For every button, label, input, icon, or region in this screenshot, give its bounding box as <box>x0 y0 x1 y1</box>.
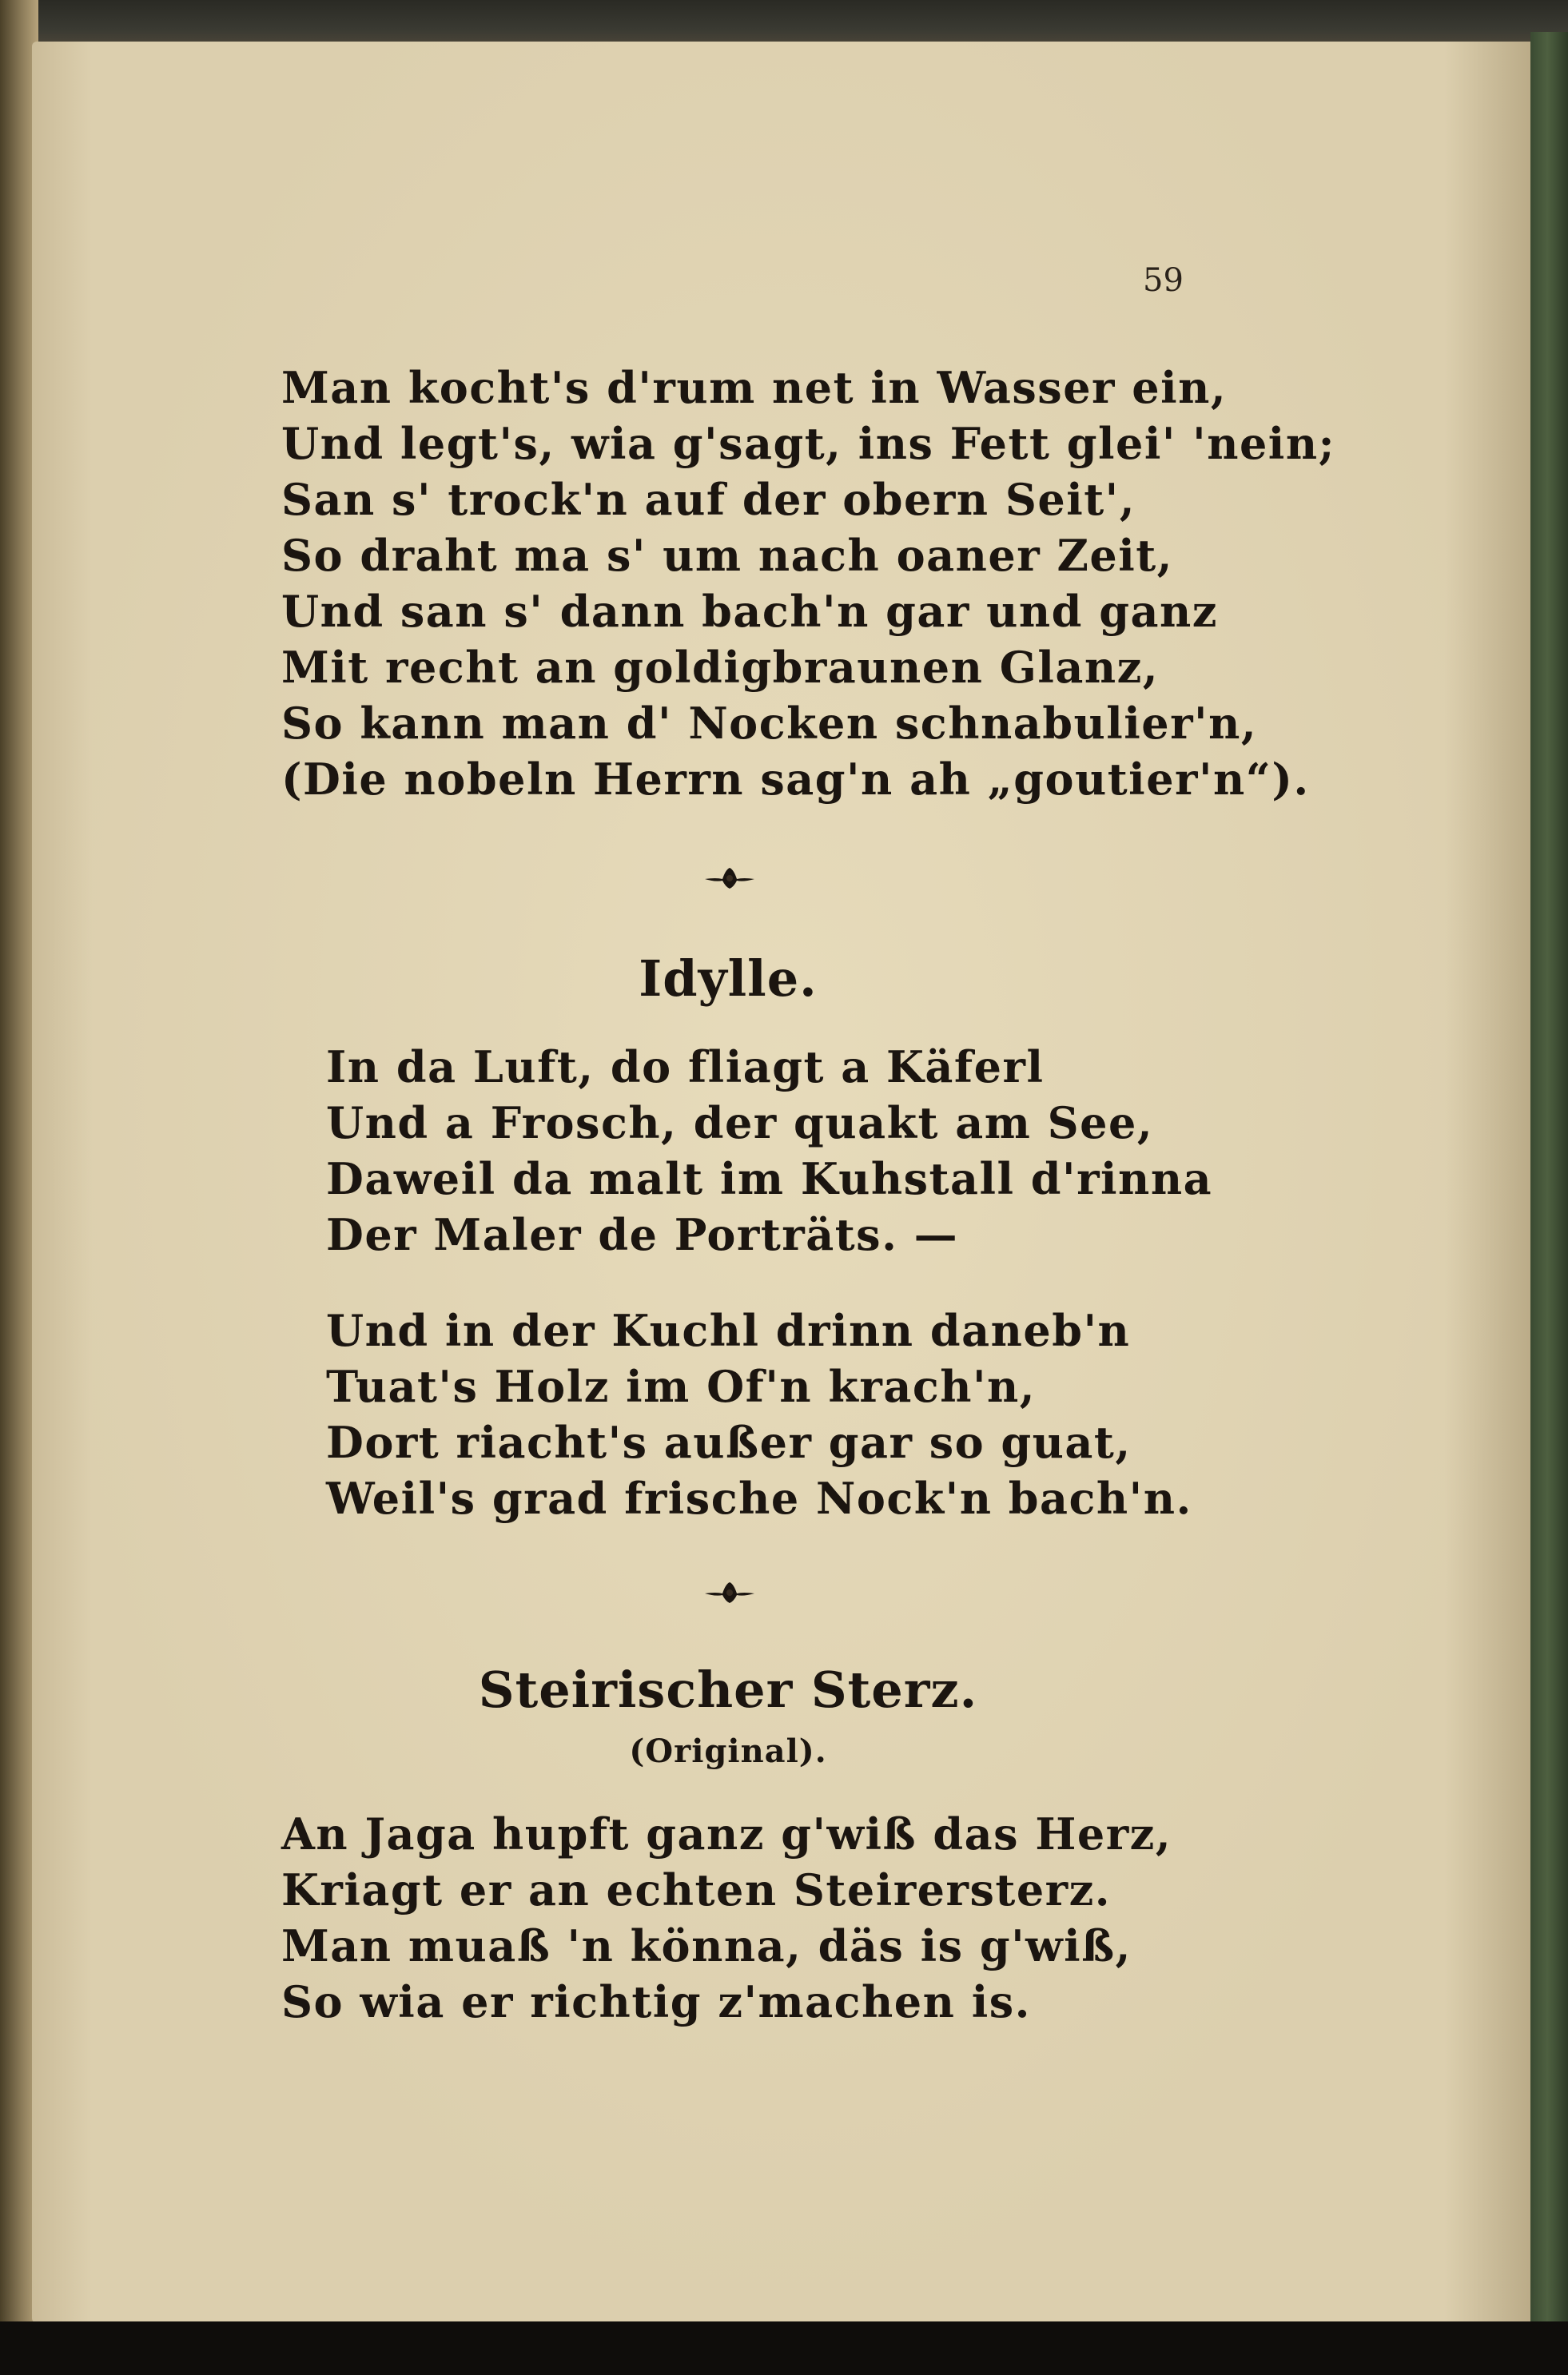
verse-line: (Die nobeln Herrn sag'n ah „goutier'n“). <box>281 754 1310 805</box>
verse-line: In da Luft, do fliagt a Käferl <box>326 1041 1045 1092</box>
verse-line: Und a Frosch, der quakt am See, <box>326 1097 1154 1148</box>
verse-line: San s' trock'n auf der obern Seit', <box>281 474 1136 525</box>
verse-line: Und in der Kuchl drinn daneb'n <box>326 1305 1131 1356</box>
verse-line: Tuat's Holz im Of'n krach'n, <box>326 1361 1037 1412</box>
verse-line: Der Maler de Porträts. — <box>326 1209 959 1260</box>
verse-line: So draht ma s' um nach oaner Zeit, <box>281 530 1173 581</box>
verse-line: Mit recht an goldigbraunen Glanz, <box>281 642 1160 693</box>
verse-line: Und san s' dann bach'n gar und ganz <box>281 586 1218 637</box>
poem-title-idylle: Idylle. <box>639 949 818 1008</box>
page-number: 59 <box>1143 262 1184 299</box>
verse-line: So kann man d' Nocken schnabulier'n, <box>281 698 1258 749</box>
verse-line: An Jaga hupft ganz g'wiß das Herz, <box>281 1808 1172 1860</box>
verse-line: Man kocht's d'rum net in Wasser ein, <box>281 362 1228 413</box>
poem-title-steirischer-sterz: Steirischer Sterz. <box>478 1661 978 1719</box>
floral-ornament-icon <box>702 861 758 893</box>
verse-line: Und legt's, wia g'sagt, ins Fett glei' 'nein; <box>281 418 1336 469</box>
verse-line: So wia er richtig z'machen is. <box>281 1976 1031 2027</box>
verse-line: Daweil da malt im Kuhstall d'rinna <box>326 1153 1213 1204</box>
verse-line: Weil's grad frische Nock'n bach'n. <box>326 1473 1192 1524</box>
verse-line: Man muaß 'n könna, däs is g'wiß, <box>281 1920 1132 1971</box>
poem-subtitle: (Original). <box>629 1733 827 1770</box>
floral-ornament-icon <box>702 1576 758 1608</box>
verse-line: Dort riacht's außer gar so guat, <box>326 1417 1132 1468</box>
verse-line: Kriagt er an echten Steirersterz. <box>281 1864 1112 1916</box>
